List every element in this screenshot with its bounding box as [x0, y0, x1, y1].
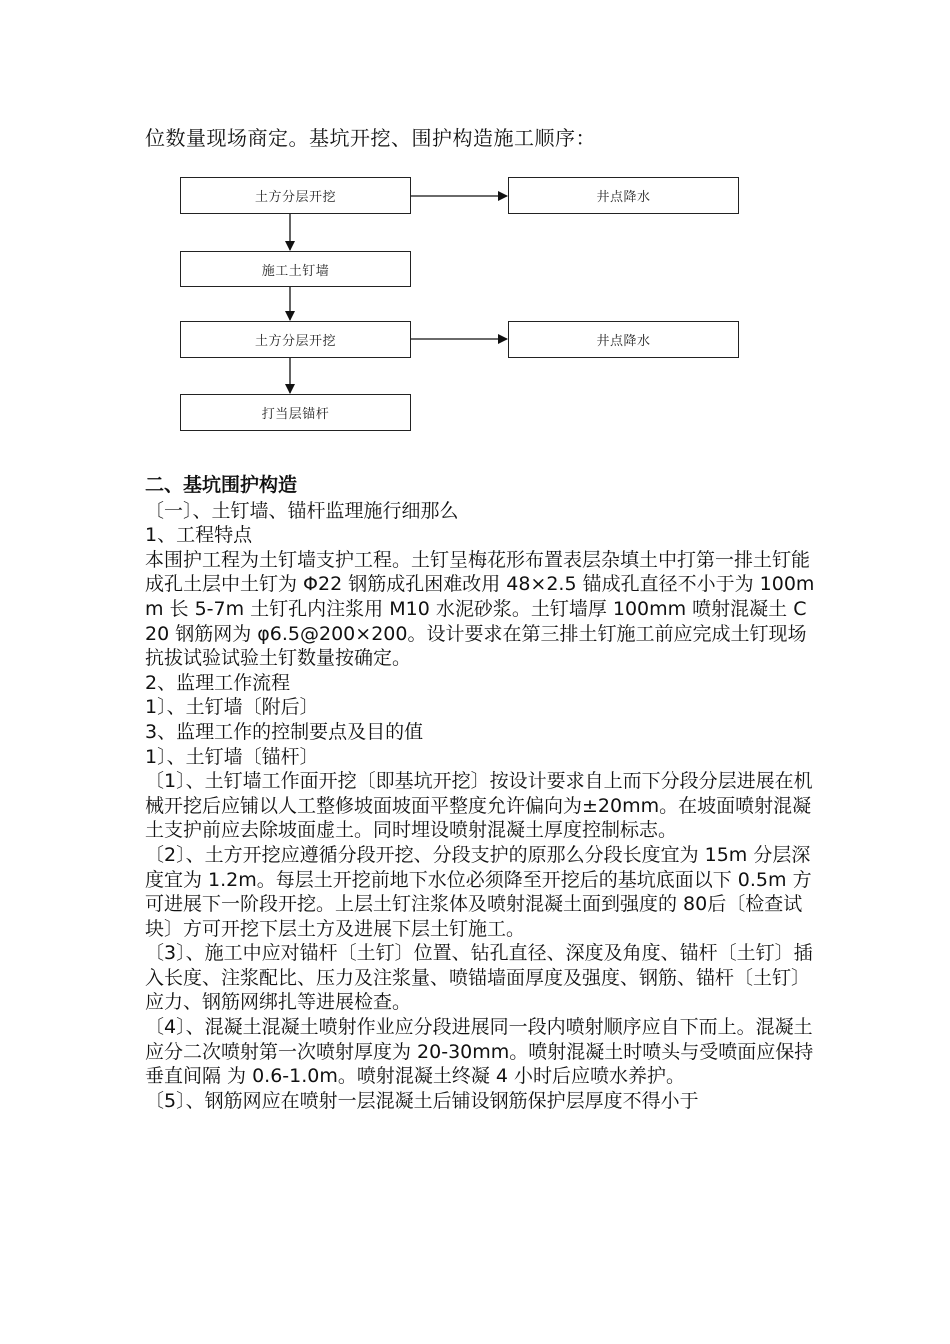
flow-box-soil-nail-wall [180, 251, 411, 287]
section-heading: 二、基坑围护构造 [145, 474, 298, 496]
flow-box-label: 土方分层开挖 [254, 190, 336, 205]
paragraph-item-5: 〔5〕、钢筋网应在喷射一层混凝土后铺设钢筋保护层厚度不得小于 [145, 1089, 699, 1112]
flow-box-label: 井点降水 [596, 190, 651, 205]
paragraph-subtitle: 〔一〕、土钉墙、锚杆监理施行细那么 [145, 499, 459, 522]
paragraph-engineering-features-title: 1、工程特点 [145, 524, 253, 547]
paragraph-engineering-features: 本围护工程为土钉墙支护工程。土钉呈梅花形布置表层杂填土中打第一排土钉能成孔土层中土钉为 Φ22 钢筋成孔困难改用 48×2.5 锚成孔直径不小于为 100mm 长 5-7m 土钉孔内注浆用 M10 水泥砂浆。土钉墙厚 100mm 喷射混凝土 C20 钢筋网为 φ6.5@200×200。设计要求在第三排土钉施工前应完成土钉现场抗拔试验试验土钉数量按确定。 [145, 548, 815, 670]
paragraph-item-2: 〔2〕、土方开挖应遵循分段开挖、分段支护的原那么分段长度宜为 15m 分层深度宜为 1.2m。每层土开挖前地下水位必须降至开挖后的基坑底面以下 0.5m 方可进展下一阶段开挖。上层土钉注浆体及喷射混凝土面到强度的 80后〔检查试块〕方可开挖下层土方及进展下层土钉施工。 [145, 843, 812, 940]
flow-box-well-dewatering-1 [508, 177, 739, 214]
flow-box-anchor-rods [180, 394, 411, 431]
flow-box-well-dewatering-2 [508, 321, 739, 358]
paragraph-workflow-title: 2、监理工作流程 [145, 671, 291, 694]
section-content [145, 473, 815, 1113]
flow-box-earth-excavation-2 [180, 321, 411, 358]
flowchart-connectors [0, 0, 950, 460]
paragraph-control-points-title: 3、监理工作的控制要点及目的值 [145, 720, 424, 743]
flow-box-label: 打当层锚杆 [261, 407, 330, 422]
flow-box-label: 施工土钉墙 [261, 263, 330, 279]
paragraph-item-3: 〔3〕、施工中应对锚杆〔土钉〕位置、钻孔直径、深度及角度、锚杆〔土钉〕插入长度、注浆配比、压力及注浆量、喷锚墙面厚度及强度、钢筋、锚杆〔土钉〕应力、钢筋网绑扎等进展检查。 [145, 942, 813, 1014]
paragraph-soil-nail-attached: 1〕、土钉墙〔附后〕 [145, 696, 319, 719]
intro-text: 位数量现场商定。基坑开挖、围护构造施工顺序： [145, 126, 596, 150]
paragraph-soil-nail-anchor: 1〕、土钉墙〔锚杆〕 [145, 745, 319, 768]
flow-box-label: 井点降水 [596, 334, 651, 349]
flow-box-label: 土方分层开挖 [254, 334, 336, 349]
flow-box-earth-excavation-1 [180, 177, 411, 214]
paragraph-item-1: 〔1〕、土钉墙工作面开挖〔即基坑开挖〕按设计要求自上而下分段分层进展在机械开挖后应铺以人工整修坡面坡面平整度允许偏向为±20mm。在坡面喷射混凝土支护前应去除坡面虚土。同时埋设喷射混凝土厚度控制标志。 [145, 770, 813, 842]
paragraph-item-4: 〔4〕、混凝土混凝土喷射作业应分段进展同一段内喷射顺序应自下而上。混凝土应分二次喷射第一次喷射厚度为 20-30mm。喷射混凝土时喷头与受喷面应保持垂直间隔 为 0.6-1.0m。喷射混凝土终凝 4 小时后应喷水养护。 [145, 1016, 814, 1088]
